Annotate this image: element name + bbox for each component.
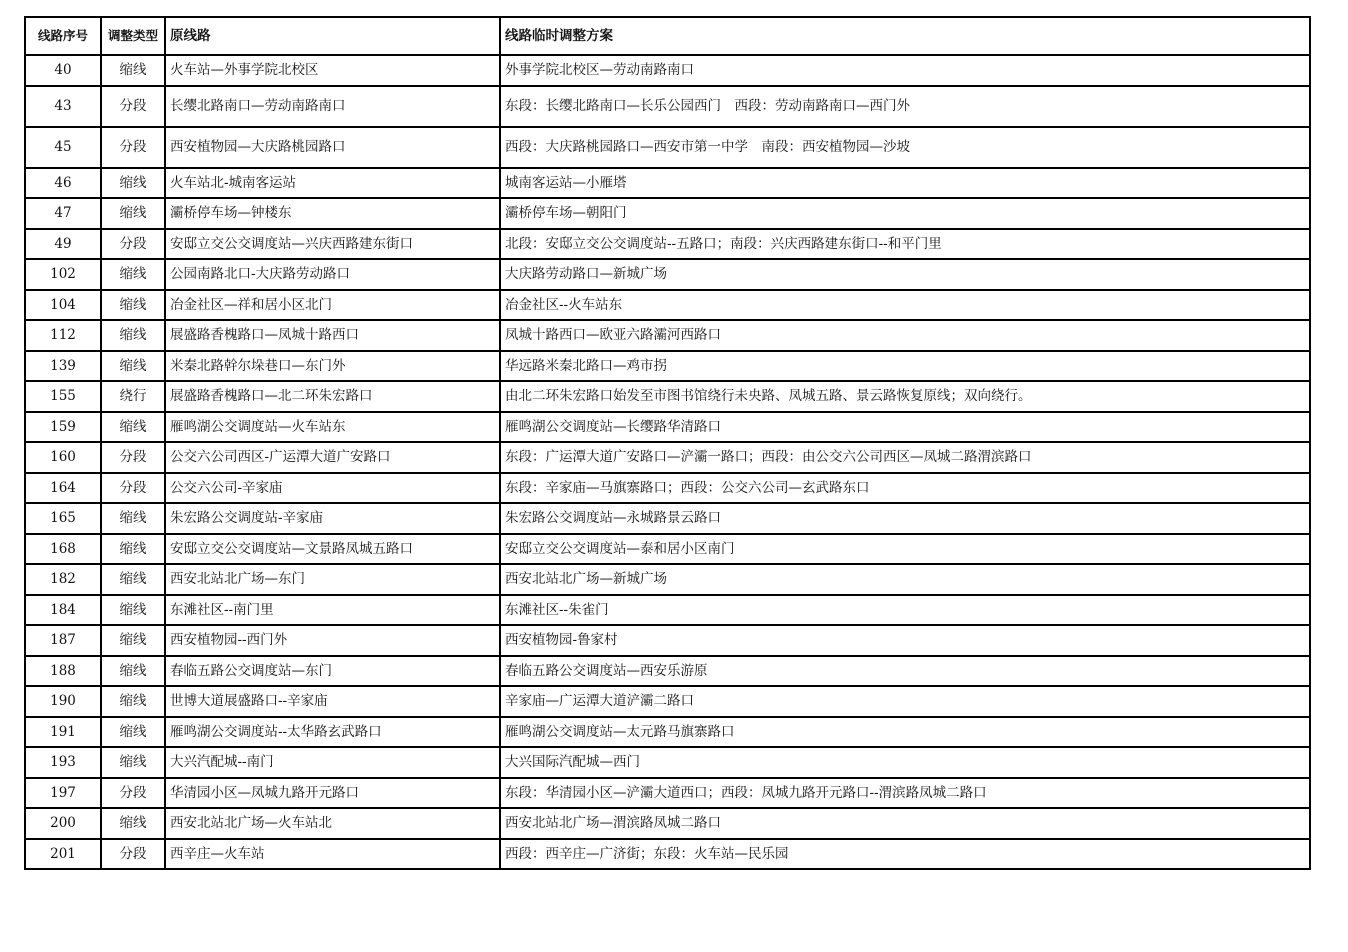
route-adjustment-table	[24, 16, 1311, 870]
route-number-cell: 190	[25, 686, 101, 717]
temporary-plan-cell: 西段：大庆路桃园路口—西安市第一中学 南段：西安植物园—沙坡	[500, 127, 1310, 168]
temporary-plan-cell: 西安北站北广场—新城广场	[500, 564, 1310, 595]
original-route-cell: 西安植物园—大庆路桃园路口	[165, 127, 500, 168]
original-route-cell: 春临五路公交调度站—东门	[165, 656, 500, 687]
table-row	[25, 595, 1310, 626]
adjustment-type-cell: 缩线	[101, 412, 165, 443]
temporary-plan-cell: 西安植物园-鲁家村	[500, 625, 1310, 656]
original-route-cell: 东滩社区--南门里	[165, 595, 500, 626]
temporary-plan-cell: 东段：辛家庙—马旗寨路口；西段：公交六公司—玄武路东口	[500, 473, 1310, 504]
route-number-cell: 197	[25, 778, 101, 809]
original-route-cell: 展盛路香槐路口—北二环朱宏路口	[165, 381, 500, 412]
table-row	[25, 229, 1310, 260]
adjustment-type-cell: 分段	[101, 839, 165, 870]
original-route-cell: 灞桥停车场—钟楼东	[165, 198, 500, 229]
table-row	[25, 564, 1310, 595]
temporary-plan-cell: 大庆路劳动路口—新城广场	[500, 259, 1310, 290]
table-row	[25, 412, 1310, 443]
original-route-cell: 安邸立交公交调度站—文景路凤城五路口	[165, 534, 500, 565]
route-number-cell: 160	[25, 442, 101, 473]
adjustment-type-cell: 缩线	[101, 290, 165, 321]
route-number-cell: 200	[25, 808, 101, 839]
table-row	[25, 290, 1310, 321]
temporary-plan-cell: 城南客运站—小雁塔	[500, 168, 1310, 199]
route-number-cell: 165	[25, 503, 101, 534]
temporary-plan-cell: 东段：华清园小区—浐灞大道西口；西段：凤城九路开元路口--渭滨路凤城二路口	[500, 778, 1310, 809]
table-row	[25, 86, 1310, 127]
adjustment-type-cell: 缩线	[101, 564, 165, 595]
original-route-cell: 雁鸣湖公交调度站—火车站东	[165, 412, 500, 443]
original-route-cell: 雁鸣湖公交调度站--太华路玄武路口	[165, 717, 500, 748]
header-original-route: 原线路	[165, 17, 500, 55]
adjustment-type-cell: 缩线	[101, 747, 165, 778]
table-row	[25, 717, 1310, 748]
table-row	[25, 503, 1310, 534]
original-route-cell: 火车站北-城南客运站	[165, 168, 500, 199]
temporary-plan-cell: 冶金社区--火车站东	[500, 290, 1310, 321]
adjustment-type-cell: 缩线	[101, 198, 165, 229]
original-route-cell: 西安北站北广场—火车站北	[165, 808, 500, 839]
temporary-plan-cell: 凤城十路西口—欧亚六路灞河西路口	[500, 320, 1310, 351]
route-number-cell: 164	[25, 473, 101, 504]
temporary-plan-cell: 朱宏路公交调度站—永城路景云路口	[500, 503, 1310, 534]
route-number-cell: 40	[25, 55, 101, 86]
table-row	[25, 259, 1310, 290]
adjustment-type-cell: 缩线	[101, 656, 165, 687]
adjustment-type-cell: 缩线	[101, 259, 165, 290]
route-number-cell: 187	[25, 625, 101, 656]
route-number-cell: 201	[25, 839, 101, 870]
original-route-cell: 安邸立交公交调度站—兴庆西路建东街口	[165, 229, 500, 260]
route-number-cell: 46	[25, 168, 101, 199]
adjustment-type-cell: 绕行	[101, 381, 165, 412]
original-route-cell: 公交六公司西区-广运潭大道广安路口	[165, 442, 500, 473]
table-body	[25, 55, 1310, 869]
original-route-cell: 世博大道展盛路口--辛家庙	[165, 686, 500, 717]
adjustment-type-cell: 缩线	[101, 686, 165, 717]
route-number-cell: 155	[25, 381, 101, 412]
adjustment-type-cell: 缩线	[101, 595, 165, 626]
temporary-plan-cell: 安邸立交公交调度站—泰和居小区南门	[500, 534, 1310, 565]
temporary-plan-cell: 灞桥停车场—朝阳门	[500, 198, 1310, 229]
route-number-cell: 193	[25, 747, 101, 778]
temporary-plan-cell: 外事学院北校区—劳动南路南口	[500, 55, 1310, 86]
temporary-plan-cell: 雁鸣湖公交调度站—太元路马旗寨路口	[500, 717, 1310, 748]
route-number-cell: 49	[25, 229, 101, 260]
adjustment-type-cell: 分段	[101, 127, 165, 168]
original-route-cell: 米秦北路幹尔垛巷口—东门外	[165, 351, 500, 382]
original-route-cell: 华清园小区—凤城九路开元路口	[165, 778, 500, 809]
original-route-cell: 公交六公司-辛家庙	[165, 473, 500, 504]
table-row	[25, 778, 1310, 809]
route-number-cell: 45	[25, 127, 101, 168]
table-row	[25, 168, 1310, 199]
adjustment-type-cell: 分段	[101, 442, 165, 473]
original-route-cell: 西安北站北广场—东门	[165, 564, 500, 595]
table-header	[25, 17, 1310, 55]
header-row	[25, 17, 1310, 55]
adjustment-type-cell: 缩线	[101, 320, 165, 351]
table-row	[25, 442, 1310, 473]
adjustment-type-cell: 缩线	[101, 625, 165, 656]
adjustment-type-cell: 分段	[101, 229, 165, 260]
route-number-cell: 159	[25, 412, 101, 443]
table-row	[25, 127, 1310, 168]
original-route-cell: 火车站—外事学院北校区	[165, 55, 500, 86]
route-number-cell: 184	[25, 595, 101, 626]
original-route-cell: 展盛路香槐路口—凤城十路西口	[165, 320, 500, 351]
adjustment-type-cell: 缩线	[101, 55, 165, 86]
adjustment-type-cell: 缩线	[101, 503, 165, 534]
table-row	[25, 534, 1310, 565]
temporary-plan-cell: 北段：安邸立交公交调度站--五路口；南段：兴庆西路建东街口--和平门里	[500, 229, 1310, 260]
temporary-plan-cell: 东滩社区--朱雀门	[500, 595, 1310, 626]
temporary-plan-cell: 西段：西辛庄—广济街；东段：火车站—民乐园	[500, 839, 1310, 870]
route-number-cell: 47	[25, 198, 101, 229]
route-number-cell: 188	[25, 656, 101, 687]
temporary-plan-cell: 春临五路公交调度站—西安乐游原	[500, 656, 1310, 687]
header-adjustment-type: 调整类型	[101, 17, 165, 55]
temporary-plan-cell: 大兴国际汽配城—西门	[500, 747, 1310, 778]
table-row	[25, 686, 1310, 717]
temporary-plan-cell: 东段：广运潭大道广安路口—浐灞一路口；西段：由公交六公司西区—凤城二路渭滨路口	[500, 442, 1310, 473]
adjustment-type-cell: 分段	[101, 778, 165, 809]
original-route-cell: 西安植物园--西门外	[165, 625, 500, 656]
header-temporary-plan: 线路临时调整方案	[500, 17, 1310, 55]
adjustment-type-cell: 缩线	[101, 534, 165, 565]
route-number-cell: 191	[25, 717, 101, 748]
table-row	[25, 55, 1310, 86]
table-row	[25, 656, 1310, 687]
adjustment-type-cell: 缩线	[101, 351, 165, 382]
original-route-cell: 大兴汽配城--南门	[165, 747, 500, 778]
table-row	[25, 808, 1310, 839]
route-number-cell: 102	[25, 259, 101, 290]
temporary-plan-cell: 由北二环朱宏路口始发至市图书馆绕行未央路、凤城五路、景云路恢复原线；双向绕行。	[500, 381, 1310, 412]
route-number-cell: 43	[25, 86, 101, 127]
table-row	[25, 381, 1310, 412]
temporary-plan-cell: 东段：长缨北路南口—长乐公园西门 西段：劳动南路南口—西门外	[500, 86, 1310, 127]
route-number-cell: 139	[25, 351, 101, 382]
original-route-cell: 冶金社区—祥和居小区北门	[165, 290, 500, 321]
table-row	[25, 625, 1310, 656]
table-row	[25, 473, 1310, 504]
temporary-plan-cell: 西安北站北广场—渭滨路凤城二路口	[500, 808, 1310, 839]
table-row	[25, 747, 1310, 778]
adjustment-type-cell: 缩线	[101, 808, 165, 839]
route-number-cell: 112	[25, 320, 101, 351]
table-row	[25, 320, 1310, 351]
temporary-plan-cell: 雁鸣湖公交调度站—长缨路华清路口	[500, 412, 1310, 443]
adjustment-type-cell: 缩线	[101, 168, 165, 199]
route-number-cell: 168	[25, 534, 101, 565]
original-route-cell: 长缨北路南口—劳动南路南口	[165, 86, 500, 127]
adjustment-type-cell: 缩线	[101, 717, 165, 748]
adjustment-type-cell: 分段	[101, 86, 165, 127]
original-route-cell: 西辛庄—火车站	[165, 839, 500, 870]
temporary-plan-cell: 辛家庙—广运潭大道浐灞二路口	[500, 686, 1310, 717]
adjustment-type-cell: 分段	[101, 473, 165, 504]
table-row	[25, 198, 1310, 229]
route-number-cell: 104	[25, 290, 101, 321]
route-number-cell: 182	[25, 564, 101, 595]
temporary-plan-cell: 华远路米秦北路口—鸡市拐	[500, 351, 1310, 382]
original-route-cell: 朱宏路公交调度站-辛家庙	[165, 503, 500, 534]
header-route-number: 线路序号	[25, 17, 101, 55]
original-route-cell: 公园南路北口-大庆路劳动路口	[165, 259, 500, 290]
table-row	[25, 839, 1310, 870]
table-row	[25, 351, 1310, 382]
